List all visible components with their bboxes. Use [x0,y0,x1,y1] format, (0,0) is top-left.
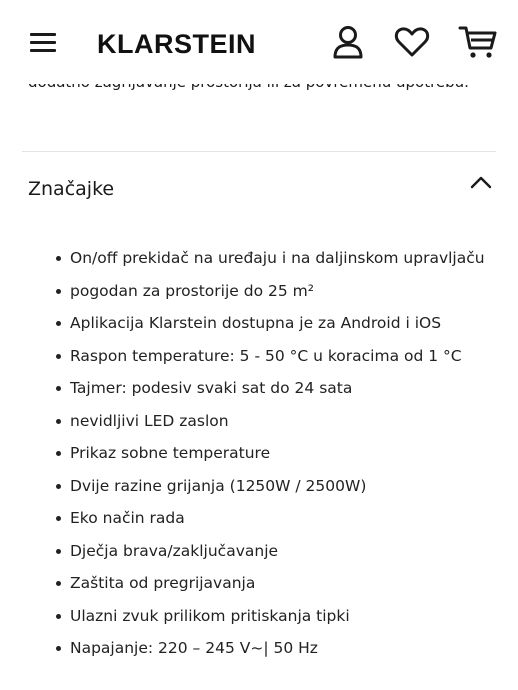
list-item: nevidljivi LED zaslon [0,405,518,438]
list-item: On/off prekidač na uređaju i na daljinskom upravljaču [0,242,518,275]
list-item: Dvije razine grijanja (1250W / 2500W) [0,470,518,503]
brand-logo[interactable]: KLARSTEIN [97,29,256,59]
site-header [0,0,518,84]
list-item: pogodan za prostorije do 25 m² [0,275,518,308]
heart-icon[interactable] [392,22,432,62]
list-item: Ulazni zvuk prilikom pritiskanja tipki [0,600,518,633]
list-item: Raspon temperature: 5 - 50 °C u koracima od 1 °C [0,340,518,373]
list-item: Prikaz sobne temperature [0,437,518,470]
section-title[interactable]: Značajke [28,178,115,200]
list-item: Napajanje: 220 – 245 V~| 50 Hz [0,632,518,665]
menu-icon[interactable] [28,30,60,56]
list-item: Zaštita od pregrijavanja [0,567,518,600]
feature-list [0,242,518,665]
list-item: Aplikacija Klarstein dostupna je za Android i iOS [0,307,518,340]
cart-icon[interactable] [458,22,498,62]
user-icon[interactable] [328,22,368,62]
section-divider [22,151,496,152]
chevron-up-icon[interactable] [466,170,496,196]
list-item: Eko način rada [0,502,518,535]
list-item: Tajmer: podesiv svaki sat do 24 sata [0,372,518,405]
list-item: Dječja brava/zaključavanje [0,535,518,568]
